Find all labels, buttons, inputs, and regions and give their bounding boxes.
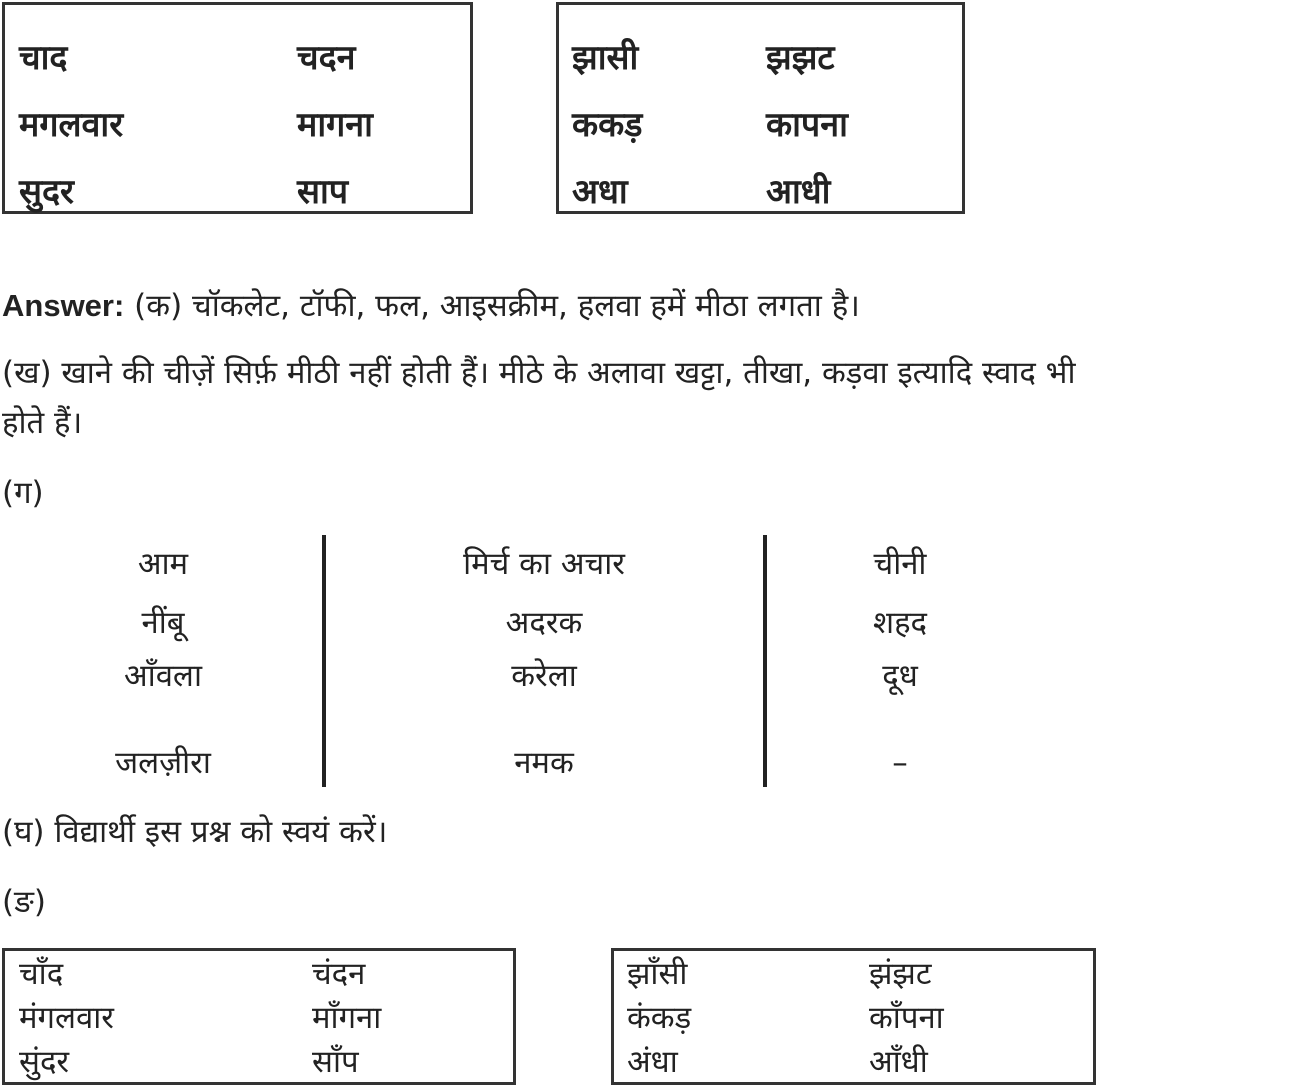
word: सुदर [19,172,74,212]
word: काँपना [869,1000,944,1036]
table-cell: दूध [882,658,918,694]
table-cell: नींबू [141,605,185,641]
word: सुंदर [19,1044,70,1080]
word: चाद [19,38,68,78]
table-cell: आँवला [124,658,202,694]
table-cell: अदरक [505,605,583,641]
word: झाँसी [627,956,688,992]
word: कापना [766,105,848,145]
answer-gha: (घ) विद्यार्थी इस प्रश्न को स्वयं करें। [2,814,388,850]
answer-kha-line2: होते हैं। [2,405,83,441]
answer-ka-text: (क) चॉकलेट, टॉफी, फल, आइसक्रीम, हलवा हमें मीठा लगता है। [134,288,860,324]
word: मगलवार [19,105,124,145]
table-cell: आम [137,546,189,582]
table-cell: शहद [872,605,927,641]
table-cell: जलज़ीरा [115,745,211,781]
word: चाँद [19,956,64,992]
word: झझट [766,38,835,78]
word: झासी [572,38,639,78]
word: साप [297,172,349,212]
word: कंकड़ [627,1000,692,1036]
answer-box-left [2,948,516,1085]
table-cell: – [892,745,908,781]
word: झंझट [869,956,932,992]
word: चंदन [312,956,366,992]
word: मंगलवार [19,1000,114,1036]
answer-label: Answer: [2,288,125,323]
answer-nga: (ङ) [2,884,46,920]
table-cell: चीनी [873,546,927,582]
answer-box-right [611,948,1096,1085]
table-cell: करेला [511,658,577,694]
word: चदन [297,38,356,78]
word: अधा [572,172,628,212]
word: अंधा [627,1044,678,1080]
word: साँप [312,1044,359,1080]
answer-ga: (ग) [2,475,44,511]
column-divider [322,535,326,787]
table-cell: नमक [514,745,574,781]
table-cell: मिर्च का अचार [463,546,625,582]
answer-kha-line1: (ख) खाने की चीज़ें सिर्फ़ मीठी नहीं होती हैं। मीठे के अलावा खट्टा, तीखा, कड़वा इत्यादि स्वाद भी [2,355,1076,391]
word: माँगना [312,1000,382,1036]
word: मागना [297,105,373,145]
word: ककड़ [572,105,643,145]
word: आँधी [869,1044,928,1080]
word: आधी [766,172,831,212]
